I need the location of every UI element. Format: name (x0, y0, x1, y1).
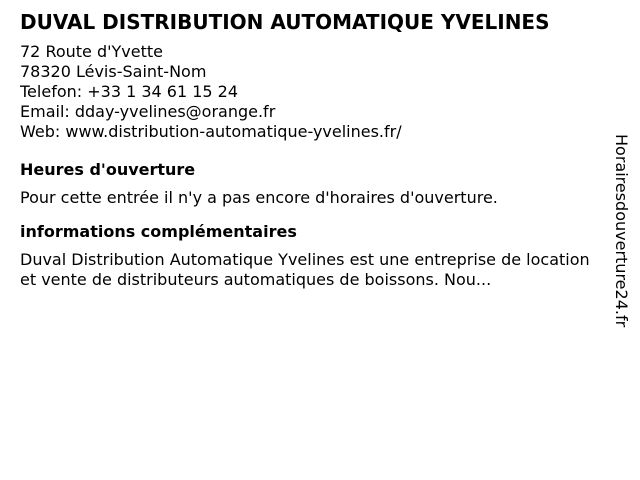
additional-info-text: Duval Distribution Automatique Yvelines est une entreprise de location et vente de distributeurs automatiques de boissons. Nou... (20, 250, 590, 289)
listing-content (20, 8, 595, 290)
website-url[interactable]: Web: www.distribution-automatique-yvelines.fr/ (20, 122, 402, 141)
phone-number[interactable]: Telefon: +33 1 34 61 15 24 (20, 82, 239, 101)
business-name: DUVAL DISTRIBUTION AUTOMATIQUE YVELINES (20, 10, 550, 34)
street-address: 72 Route d'Yvette (20, 42, 164, 61)
city-postcode: 78320 Lévis-Saint-Nom (20, 62, 207, 81)
address-block (20, 42, 595, 142)
opening-hours-text: Pour cette entrée il n'y a pas encore d'horaires d'ouverture. (20, 188, 498, 207)
site-watermark: Horairesdouverture24.fr (612, 134, 631, 328)
additional-info-heading: informations complémentaires (20, 222, 297, 241)
email-address[interactable]: Email: dday-yvelines@orange.fr (20, 102, 276, 121)
opening-hours-heading: Heures d'ouverture (20, 160, 196, 179)
